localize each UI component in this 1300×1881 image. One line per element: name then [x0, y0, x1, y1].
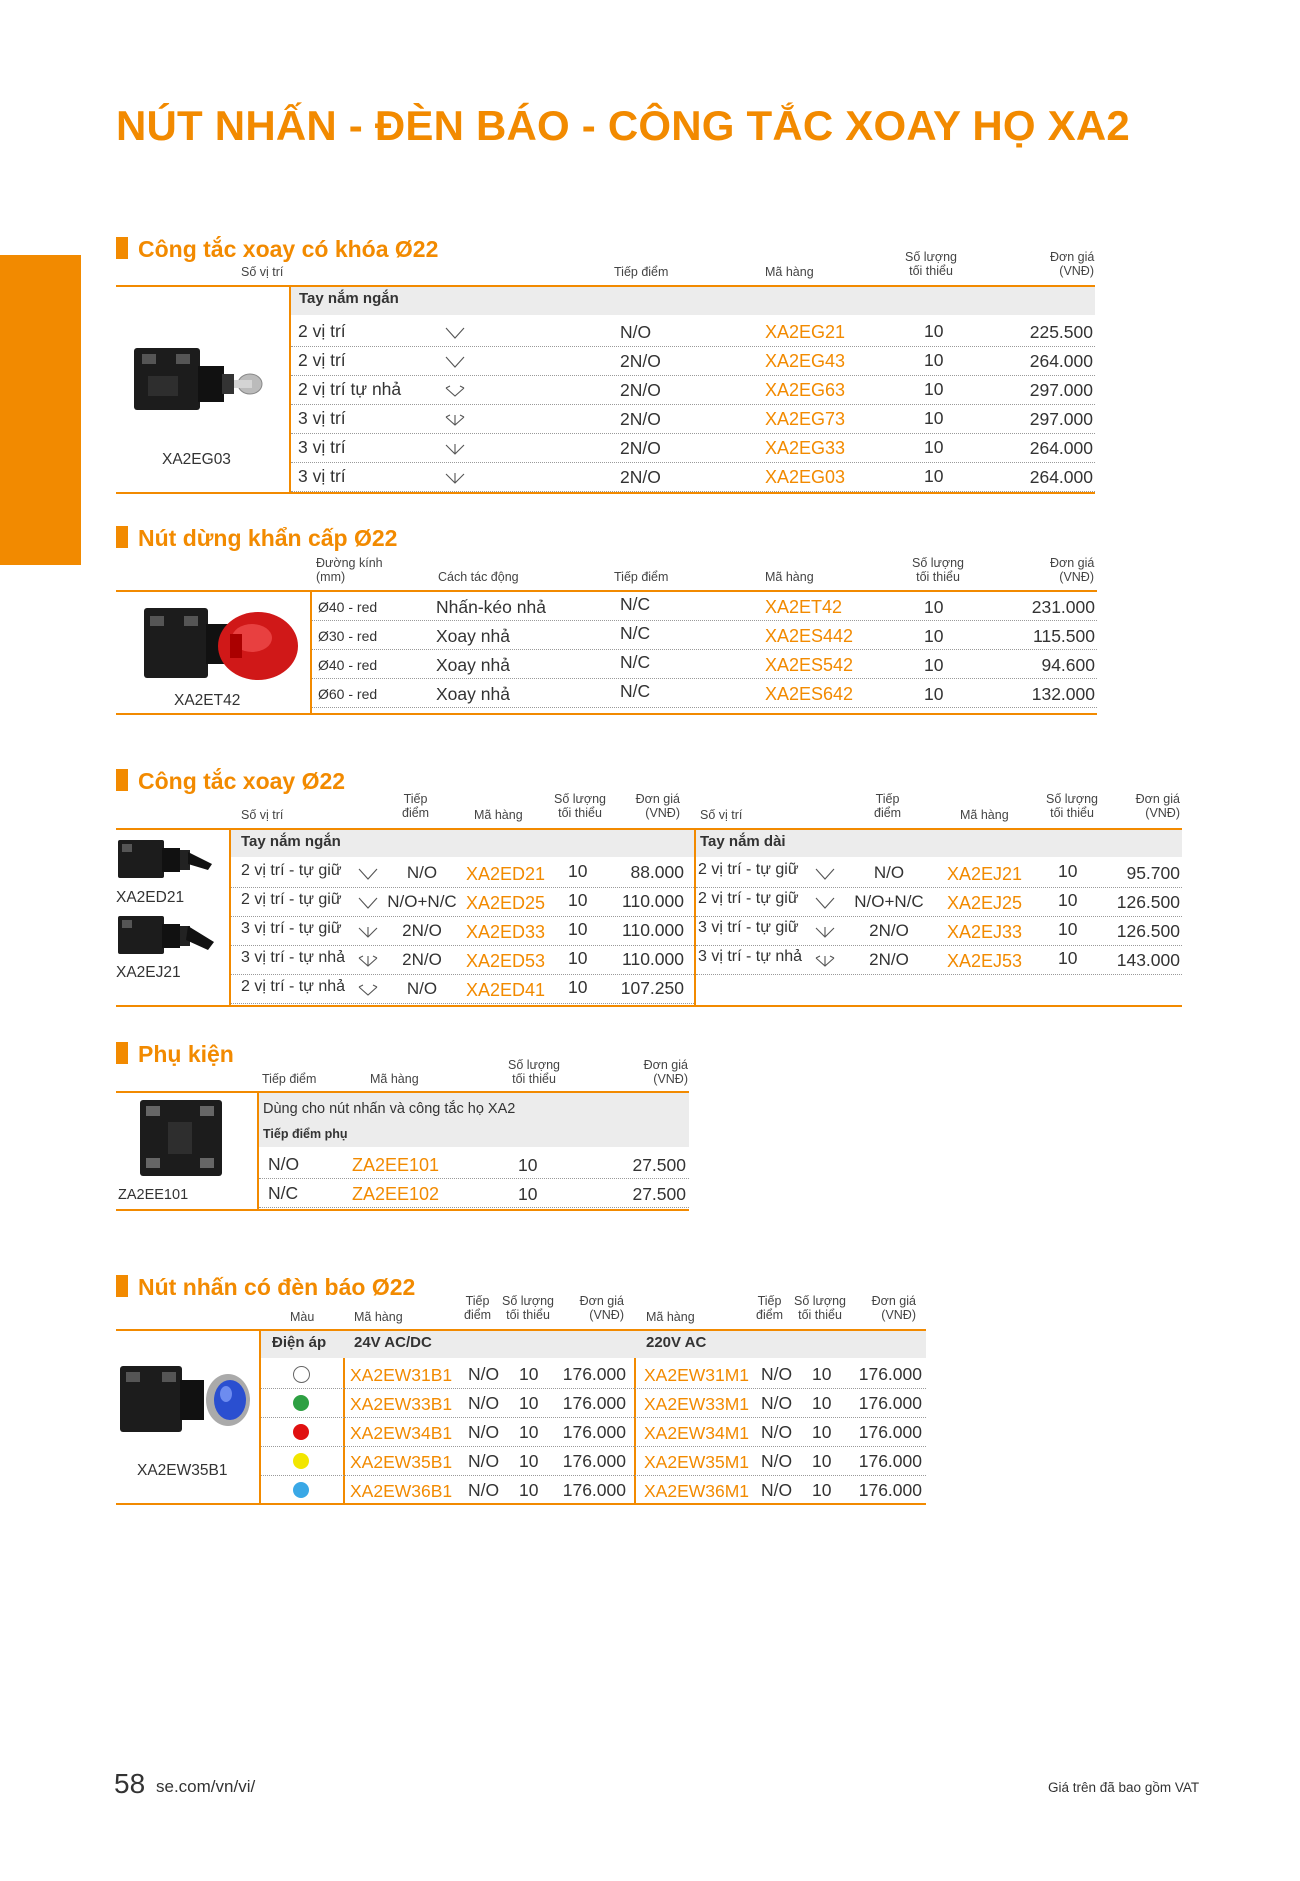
color-indicator-icon: [293, 1366, 310, 1383]
col-header-code: Mã hàng: [960, 808, 1009, 822]
section-title-selector: [116, 768, 345, 795]
unit-price: 264.000: [1029, 467, 1093, 487]
col-header-code: Mã hàng: [354, 1310, 403, 1324]
vat-note: Giá trên đã bao gồm VAT: [1048, 1780, 1200, 1795]
min-qty: 10: [812, 1364, 832, 1384]
product-code: XA2ED21: [466, 864, 546, 884]
position-label: 3 vị trí - tự nhả: [698, 948, 803, 965]
min-qty: 10: [519, 1364, 539, 1384]
position-label: 3 vị trí - tự nhả: [241, 949, 346, 966]
contact-value: N/O: [406, 863, 438, 882]
table-bottom-rule: [116, 1209, 689, 1211]
table-row: [312, 592, 1097, 621]
diameter-value: Ø30 - red: [318, 628, 378, 644]
unit-price: 176.000: [858, 1393, 922, 1413]
unit-price: 264.000: [1029, 351, 1093, 371]
position-label: 3 vị trí - tự giữ: [241, 920, 342, 937]
product-code: XA2ES642: [765, 684, 854, 704]
unit-price: 176.000: [562, 1364, 626, 1384]
side-accent-bar: [0, 255, 81, 565]
product-image-emergency-stop: [140, 598, 310, 698]
unit-price: 176.000: [562, 1422, 626, 1442]
unit-price: 143.000: [1116, 950, 1180, 970]
contact-value: N/C: [620, 681, 651, 701]
min-qty: 10: [568, 919, 588, 939]
contact-value: N/O: [406, 979, 438, 998]
subheader-220v: 220V AC: [646, 1334, 707, 1351]
min-qty: 10: [924, 466, 944, 486]
section-title-pilot-light: [116, 1274, 415, 1301]
min-qty: 10: [812, 1422, 832, 1442]
product-code: XA2EW34M1: [644, 1423, 750, 1443]
position-symbol-icon: [814, 895, 836, 909]
section-title-text: Công tắc xoay Ø22: [138, 768, 346, 794]
product-code: XA2EW31M1: [644, 1365, 750, 1385]
product-code: XA2EG03: [765, 467, 846, 487]
unit-price: 110.000: [622, 920, 684, 940]
product-code: XA2ED53: [466, 951, 546, 971]
min-qty: 10: [568, 977, 588, 997]
product-label: XA2EW35B1: [137, 1462, 228, 1479]
position-symbol-icon: [444, 383, 466, 397]
col-header-contact: Tiếp điểm: [402, 792, 430, 820]
contact-value: N/C: [268, 1183, 299, 1203]
col-header-code: Mã hàng: [474, 808, 523, 822]
position-label: 2 vị trí: [298, 321, 346, 341]
subheader-short-handle: Tay nắm ngắn: [241, 833, 341, 850]
min-qty: 10: [1058, 919, 1078, 939]
contact-value: 2N/O: [402, 950, 442, 969]
product-label: ZA2EE101: [118, 1187, 189, 1203]
table-row: [291, 434, 1095, 463]
contact-value: N/O: [761, 1364, 793, 1384]
product-code: XA2EW33B1: [350, 1394, 453, 1414]
contact-value: N/O: [761, 1422, 793, 1442]
product-code: XA2ED25: [466, 893, 546, 913]
table-row: [291, 347, 1095, 376]
col-header-contact: Tiếp điểm: [614, 570, 669, 584]
table-bottom-rule: [116, 713, 1097, 715]
table-bottom-rule: [116, 1503, 926, 1505]
product-image-selector-long: [116, 912, 216, 960]
contact-value: 2N/O: [620, 467, 661, 487]
col-header-price: Đơn giá (VNĐ): [871, 1294, 916, 1322]
voltage-label: Điện áp: [272, 1334, 327, 1351]
section-title-text: Công tắc xoay có khóa Ø22: [138, 236, 439, 262]
min-qty: 10: [812, 1393, 832, 1413]
col-header-price: Đơn giá (VNĐ): [635, 792, 680, 820]
product-code: XA2EJ21: [947, 864, 1023, 884]
col-header-price: Đơn giá (VNĐ): [1050, 556, 1095, 584]
contact-value: N/O: [761, 1393, 793, 1413]
min-qty: 10: [924, 437, 944, 457]
min-qty: 10: [519, 1393, 539, 1413]
min-qty: 10: [924, 626, 944, 646]
min-qty: 10: [924, 597, 944, 617]
product-code: XA2EW35B1: [350, 1452, 453, 1472]
unit-price: 176.000: [562, 1451, 626, 1471]
position-label: 2 vị trí - tự giữ: [698, 861, 799, 878]
position-symbol-icon: [814, 866, 836, 880]
product-code: XA2EG43: [765, 351, 846, 371]
unit-price: 95.700: [1126, 863, 1180, 883]
contact-value: N/O: [873, 863, 905, 882]
min-qty: 10: [519, 1480, 539, 1500]
product-code: XA2EW34B1: [350, 1423, 453, 1443]
unit-price: 176.000: [858, 1451, 922, 1471]
contact-value: N/O: [468, 1393, 500, 1413]
subheader-short-handle: Tay nắm ngắn: [299, 290, 399, 307]
unit-price: 176.000: [858, 1480, 922, 1500]
product-code: XA2ES442: [765, 626, 854, 646]
col-header-code: Mã hàng: [765, 570, 814, 584]
position-label: 2 vị trí - tự giữ: [241, 862, 342, 879]
col-header-contact: Tiếp điểm: [464, 1294, 492, 1322]
unit-price: 264.000: [1029, 438, 1093, 458]
section-title-accessories: [116, 1041, 234, 1068]
unit-price: 176.000: [858, 1422, 922, 1442]
min-qty: 10: [568, 861, 588, 881]
action-value: Nhấn-kéo nhả: [436, 597, 546, 617]
position-symbol-icon: [444, 325, 466, 339]
section-title-text: Nút dừng khẩn cấp Ø22: [138, 525, 398, 551]
diameter-value: Ø40 - red: [318, 599, 378, 615]
product-label: XA2ET42: [174, 692, 241, 709]
contact-value: N/O+N/C: [387, 892, 457, 911]
product-code: XA2EW31B1: [350, 1365, 453, 1385]
product-label: XA2EG03: [162, 451, 231, 468]
contact-value: N/O: [620, 322, 652, 342]
min-qty: 10: [568, 948, 588, 968]
contact-value: N/C: [620, 594, 651, 614]
contact-value: N/O: [468, 1422, 500, 1442]
unit-price: 132.000: [1031, 684, 1095, 704]
position-symbol-icon: [357, 924, 379, 938]
diameter-value: Ø60 - red: [318, 686, 378, 702]
col-header-color: Màu: [290, 1310, 315, 1324]
product-code: XA2EW36M1: [644, 1481, 750, 1501]
col-header-contact: Tiếp điểm: [614, 265, 669, 279]
unit-price: 176.000: [562, 1480, 626, 1500]
product-label: XA2EJ21: [116, 964, 181, 981]
product-code: XA2EW36B1: [350, 1481, 453, 1501]
unit-price: 126.500: [1116, 892, 1180, 912]
color-indicator-icon: [293, 1424, 309, 1440]
unit-price: 27.500: [632, 1184, 686, 1204]
footer-url[interactable]: se.com/vn/vi/: [156, 1777, 256, 1796]
color-indicator-icon: [293, 1395, 309, 1411]
product-code: XA2EG63: [765, 380, 846, 400]
contact-value: N/O: [268, 1154, 300, 1174]
table-bottom-rule: [116, 492, 1095, 494]
position-label: 3 vị trí: [298, 466, 346, 486]
min-qty: 10: [1058, 861, 1078, 881]
contact-value: 2N/O: [620, 351, 661, 371]
position-label: 2 vị trí - tự nhả: [241, 978, 346, 995]
product-code: XA2EG33: [765, 438, 846, 458]
unit-price: 176.000: [562, 1393, 626, 1413]
contact-value: 2N/O: [620, 409, 661, 429]
product-code: XA2EG73: [765, 409, 846, 429]
unit-price: 107.250: [620, 978, 684, 998]
contact-value: N/O: [468, 1451, 500, 1471]
position-label: 3 vị trí: [298, 437, 346, 457]
accessory-note: Dùng cho nút nhấn và công tắc họ XA2: [263, 1101, 516, 1117]
col-header-action: Cách tác động: [438, 570, 519, 584]
unit-price: 126.500: [1116, 921, 1180, 941]
diameter-value: Ø40 - red: [318, 657, 378, 673]
unit-price: 88.000: [630, 862, 684, 882]
section-title-key-selector: [116, 236, 438, 263]
contact-value: 2N/O: [869, 921, 909, 940]
contact-value: N/C: [620, 623, 651, 643]
position-symbol-icon: [357, 953, 379, 967]
contact-value: 2N/O: [620, 380, 661, 400]
product-code: XA2ED33: [466, 922, 546, 942]
unit-price: 115.500: [1033, 626, 1095, 646]
page-title: NÚT NHẤN - ĐÈN BÁO - CÔNG TẮC XOAY HỌ XA2: [116, 102, 1130, 149]
position-symbol-icon: [357, 895, 379, 909]
col-header-qty: Số lượng tối thiểu: [554, 792, 607, 820]
product-code: XA2EJ33: [947, 922, 1023, 942]
position-label: 2 vị trí tự nhả: [298, 379, 402, 399]
product-code: XA2ET42: [765, 597, 843, 617]
contact-value: 2N/O: [869, 950, 909, 969]
min-qty: 10: [518, 1184, 538, 1204]
action-value: Xoay nhả: [436, 684, 510, 704]
page-number: 58: [114, 1768, 146, 1799]
col-header-price: Đơn giá (VNĐ): [1050, 250, 1095, 278]
section-title-text: Phụ kiện: [138, 1041, 234, 1067]
position-symbol-icon: [357, 866, 379, 880]
color-indicator-icon: [293, 1482, 309, 1498]
action-value: Xoay nhả: [436, 655, 510, 675]
table-row: [312, 621, 1097, 650]
position-symbol-icon: [444, 441, 466, 455]
contact-value: 2N/O: [402, 921, 442, 940]
unit-price: 297.000: [1029, 409, 1093, 429]
col-header-code: Mã hàng: [646, 1310, 695, 1324]
position-symbol-icon: [357, 982, 379, 996]
unit-price: 27.500: [632, 1155, 686, 1175]
unit-price: 110.000: [622, 949, 684, 969]
section-marker: [116, 769, 128, 791]
contact-value: N/O: [468, 1364, 500, 1384]
position-symbol-icon: [814, 953, 836, 967]
min-qty: 10: [812, 1480, 832, 1500]
min-qty: 10: [518, 1155, 538, 1175]
col-header-diameter: Đường kính (mm): [316, 556, 383, 584]
product-code: ZA2EE101: [352, 1155, 440, 1175]
min-qty: 10: [1058, 948, 1078, 968]
subheader-band: [291, 287, 1095, 315]
col-header-qty: Số lượng tối thiểu: [912, 556, 965, 584]
col-header-qty: Số lượng tối thiểu: [502, 1294, 555, 1322]
unit-price: 297.000: [1029, 380, 1093, 400]
min-qty: 10: [924, 321, 944, 341]
col-header-qty: Số lượng tối thiểu: [1046, 792, 1099, 820]
product-code: XA2ED41: [466, 980, 546, 1000]
product-code: XA2EJ53: [947, 951, 1023, 971]
min-qty: 10: [568, 890, 588, 910]
product-image-selector-short: [116, 836, 216, 884]
col-header-position: Số vị trí: [700, 808, 743, 822]
section-title-emergency-stop: [116, 525, 397, 552]
product-code: XA2EW33M1: [644, 1394, 750, 1414]
product-label: XA2ED21: [116, 889, 185, 906]
unit-price: 176.000: [858, 1364, 922, 1384]
col-header-price: Đơn giá (VNĐ): [643, 1058, 688, 1086]
product-code: XA2EW35M1: [644, 1452, 750, 1472]
min-qty: 10: [924, 655, 944, 675]
position-symbol-icon: [814, 924, 836, 938]
position-symbol-icon: [444, 354, 466, 368]
position-label: 2 vị trí: [298, 350, 346, 370]
col-header-contact: Tiếp điểm: [874, 792, 902, 820]
product-code: XA2EJ25: [947, 893, 1023, 913]
position-label: 2 vị trí - tự giữ: [241, 891, 342, 908]
color-indicator-icon: [293, 1453, 309, 1469]
product-image-key-selector: [128, 330, 273, 430]
product-code: ZA2EE102: [352, 1184, 440, 1204]
position-symbol-icon: [444, 412, 466, 426]
table-row: [291, 463, 1095, 492]
col-header-qty: Số lượng tối thiểu: [794, 1294, 847, 1322]
min-qty: 10: [519, 1451, 539, 1471]
table-row: [291, 405, 1095, 434]
table-row: [291, 376, 1095, 405]
col-header-position: Số vị trí: [241, 808, 284, 822]
min-qty: 10: [519, 1422, 539, 1442]
position-label: 3 vị trí: [298, 408, 346, 428]
min-qty: 10: [924, 684, 944, 704]
section-title-text: Nút nhấn có đèn báo Ø22: [138, 1274, 416, 1300]
contact-value: N/O+N/C: [854, 892, 924, 911]
min-qty: 10: [924, 350, 944, 370]
col-header-contact: Tiếp điểm: [756, 1294, 784, 1322]
unit-price: 110.000: [622, 891, 684, 911]
unit-price: 94.600: [1041, 655, 1095, 675]
col-header-price: Đơn giá (VNĐ): [579, 1294, 624, 1322]
table-bottom-rule: [116, 1005, 1182, 1007]
section-marker: [116, 1042, 128, 1064]
contact-value: N/C: [620, 652, 651, 672]
unit-price: 231.000: [1031, 597, 1095, 617]
product-image-aux-contact: [138, 1098, 224, 1178]
min-qty: 10: [924, 379, 944, 399]
product-image-pilot-light: [118, 1362, 254, 1438]
min-qty: 10: [924, 408, 944, 428]
position-label: 2 vị trí - tự giữ: [698, 890, 799, 907]
section-marker: [116, 1275, 128, 1297]
table-row: [312, 679, 1097, 708]
col-header-contact: Tiếp điểm: [262, 1072, 317, 1086]
col-header-position: Số vị trí: [241, 265, 284, 279]
section-marker: [116, 237, 128, 259]
unit-price: 225.500: [1029, 322, 1093, 342]
subheader-aux-contact: Tiếp điểm phụ: [263, 1127, 348, 1141]
contact-value: N/O: [761, 1480, 793, 1500]
col-header-code: Mã hàng: [370, 1072, 419, 1086]
col-header-code: Mã hàng: [765, 265, 814, 279]
subheader-long-handle: Tay nắm dài: [700, 833, 786, 850]
table-row: [291, 318, 1095, 347]
contact-value: 2N/O: [620, 438, 661, 458]
subheader-24v: 24V AC/DC: [354, 1334, 432, 1351]
min-qty: 10: [812, 1451, 832, 1471]
table-row: [312, 650, 1097, 679]
product-code: XA2ES542: [765, 655, 854, 675]
contact-value: N/O: [761, 1451, 793, 1471]
contact-value: N/O: [468, 1480, 500, 1500]
position-label: 3 vị trí - tự giữ: [698, 919, 799, 936]
position-symbol-icon: [444, 470, 466, 484]
col-header-qty: Số lượng tối thiểu: [508, 1058, 561, 1086]
action-value: Xoay nhả: [436, 626, 510, 646]
col-header-qty: Số lượng tối thiểu: [905, 250, 958, 278]
min-qty: 10: [1058, 890, 1078, 910]
section-marker: [116, 526, 128, 548]
col-header-price: Đơn giá (VNĐ): [1135, 792, 1180, 820]
product-code: XA2EG21: [765, 322, 846, 342]
